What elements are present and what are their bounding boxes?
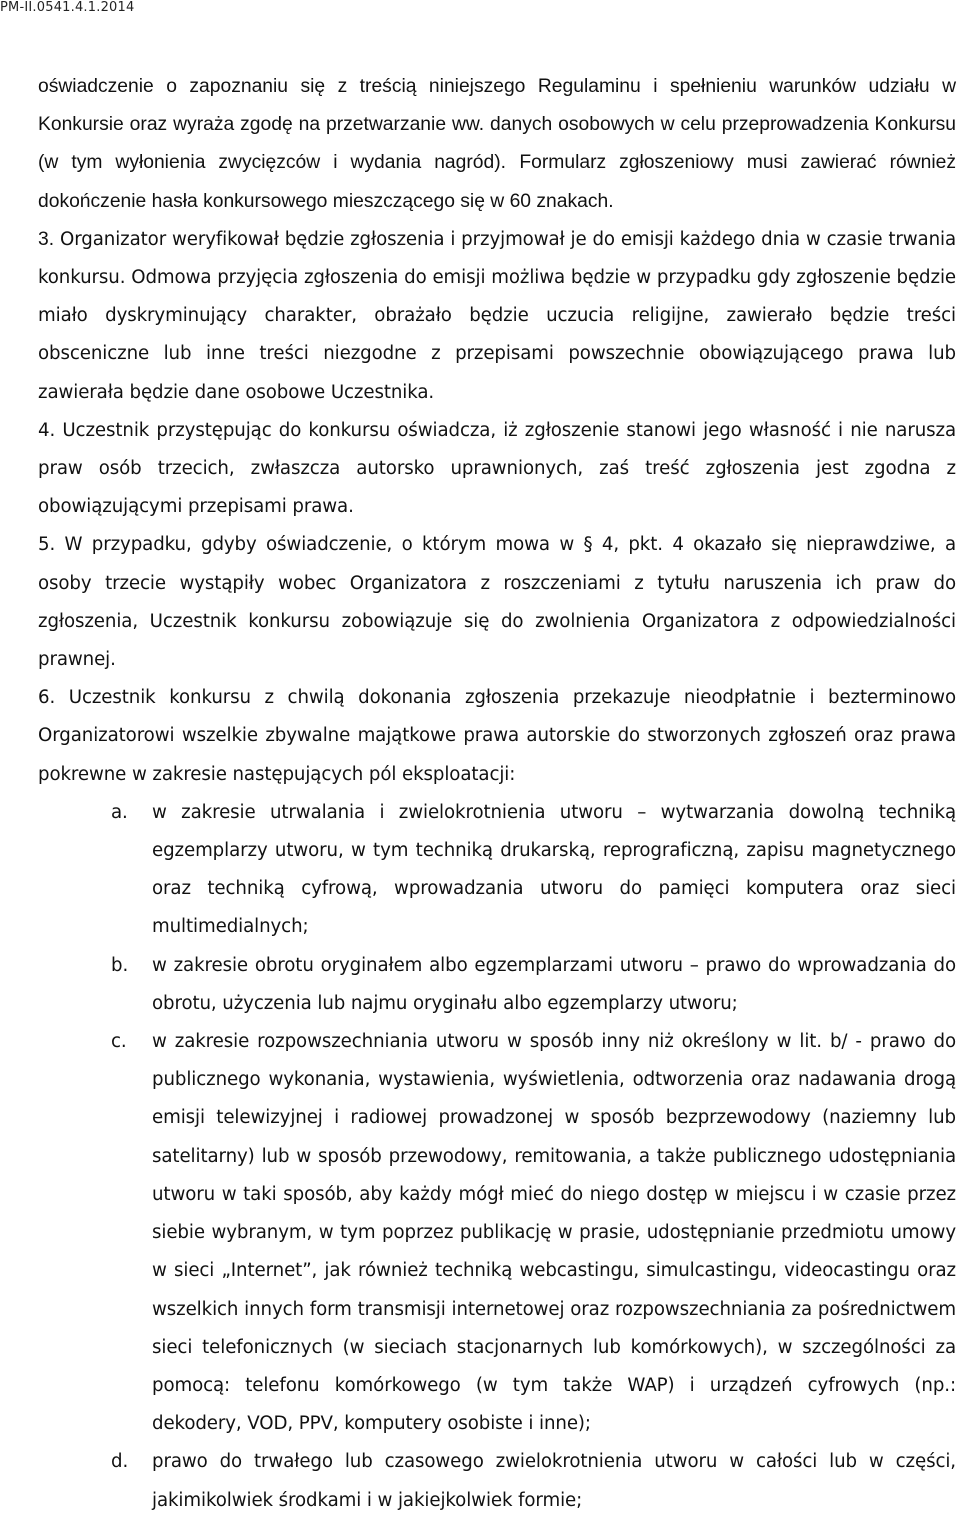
document-body [38,68,956,1520]
list-item-c-text: w zakresie rozpowszechniania utworu w sposób inny niż określony w lit. b/ - prawo do publicznego wykonania, wystawienia, wyświetlenia, odtworzenia oraz nadawania drogą emisji telewizyjnej i radiowej prowadzonej w sposób bezprzewodowy (naziemny lub satelitarny) lub w sposób przewodowy, remitowania, a także publicznego udostępniania utworu w taki sposób, aby każdy mógł mieć do niego dostęp w miejscu i w czasie przez siebie wybranym, w tym poprzez publikację w prasie, udostępnianie przedmiotu umowy w sieci „Internet”, jak również techniką webcastingu, simulcastingu, videocastingu oraz wszelkich innych form transmisji internetowej oraz rozpowszechniania za pośrednictwem sieci telefonicznych (w sieciach stacjonarnych lub komórkowych), w szczególności za pomocą: telefonu komórkowego (w tym także WAP) i urządzeń cyfrowych (np.: dekodery, VOD, PPV, komputery osobiste i inne); [152,1031,956,1435]
list-item-a [38,794,956,947]
list-item-a-text: w zakresie utrwalania i zwielokrotnienia utworu – wytwarzania dowolną techniką egzemplarzy utworu, w tym techniką drukarską, reprograficzną, zapisu magnetycznego oraz techniką cyfrową, wprowadzania utworu do pamięci komputera oraz sieci multimedialnych; [152,801,956,938]
list-item-b [38,947,956,1023]
paragraph-4-text: Uczestnik przystępując do konkursu oświadcza, iż zgłoszenie stanowi jego własność i nie narusza praw osób trzecich, zwłaszcza autorsko uprawnionych, zaś treść zgłoszenia jest zgodna z obowiązującymi przepisami prawa. [38,419,956,518]
paragraph-6 [38,679,956,794]
intro-text-part2: Formularz zgłoszeniowy musi zawierać również dokończenie hasła konkursowego mieszczącego się w 60 znakach. [38,152,957,212]
list-item-b-letter: b. [111,954,129,976]
paragraph-6-number: 6. [38,687,56,709]
exploitation-fields-list [38,794,956,1520]
paragraph-5-text: W przypadku, gdyby oświadczenie, o którym mowa w § 4, pkt. 4 okazało się nieprawdziwe, a osoby trzecie wystąpiły wobec Organizatora z roszczeniami z tytułu naruszenia ich praw do zgłoszenia, Uczestnik konkursu zobowiązuje się do zwolnienia Organizatora z odpowiedzialności prawnej. [38,534,956,671]
intro-text-part1: oświadczenie o zapoznaniu się z treścią niniejszego Regulaminu i spełnieniu warunków udziału w Konkursie oraz wyraża zgodę na przetwarzanie ww. danych osobowych w celu przeprowadzenia Konkursu (w tym wyłonienia zwycięzców i wydania nagród). [38,76,956,174]
paragraph-4-number: 4. [38,419,56,441]
paragraph-5 [38,526,956,679]
paragraph-3-number: 3. [38,228,55,250]
intro-paragraph [38,68,956,221]
paragraph-3-text-a: Organizator weryfikował będzie zgłoszenia i przyjmował je do emisji każdego dnia w czasie trwania konkursu. [38,228,956,289]
list-item-a-letter: a. [111,801,128,823]
document-id-header: PM-II.0541.4.1.2014 [0,0,135,15]
list-item-d-text: prawo do trwałego lub czasowego zwielokrotnienia utworu w całości lub w części, jakimikolwiek środkami i w jakiejkolwiek formie; [152,1451,956,1511]
paragraph-4 [38,412,956,527]
paragraph-6-text: Uczestnik konkursu z chwilą dokonania zgłoszenia przekazuje nieodpłatnie i bezterminowo Organizatorowi wszelkie zbywalne majątkowe prawa autorskie do stworzonych zgłoszeń oraz prawa pokrewne w zakresie następujących pól eksploatacji: [38,687,956,785]
list-item-b-text: w zakresie obrotu oryginałem albo egzemplarzami utworu – prawo do wprowadzania do obrotu, użyczenia lub najmu oryginału albo egzemplarzy utworu; [152,954,956,1014]
list-item-d-letter: d. [111,1451,129,1473]
paragraph-3-text-b: Odmowa przyjęcia zgłoszenia do emisji możliwa będzie w przypadku gdy zgłoszenie będzie miało dyskryminujący charakter, obrażało będzie uczucia religijne, zawierało będzie treści obsceniczne lub inne treści niezgodne z przepisami powszechnie obowiązującego prawa lub zawierała będzie dane osobowe Uczestnika. [38,267,956,403]
list-item-c [38,1023,956,1443]
list-item-c-letter: c. [111,1031,127,1053]
paragraph-3 [38,221,956,412]
list-item-d [38,1443,956,1519]
paragraph-5-number: 5. [38,534,56,556]
